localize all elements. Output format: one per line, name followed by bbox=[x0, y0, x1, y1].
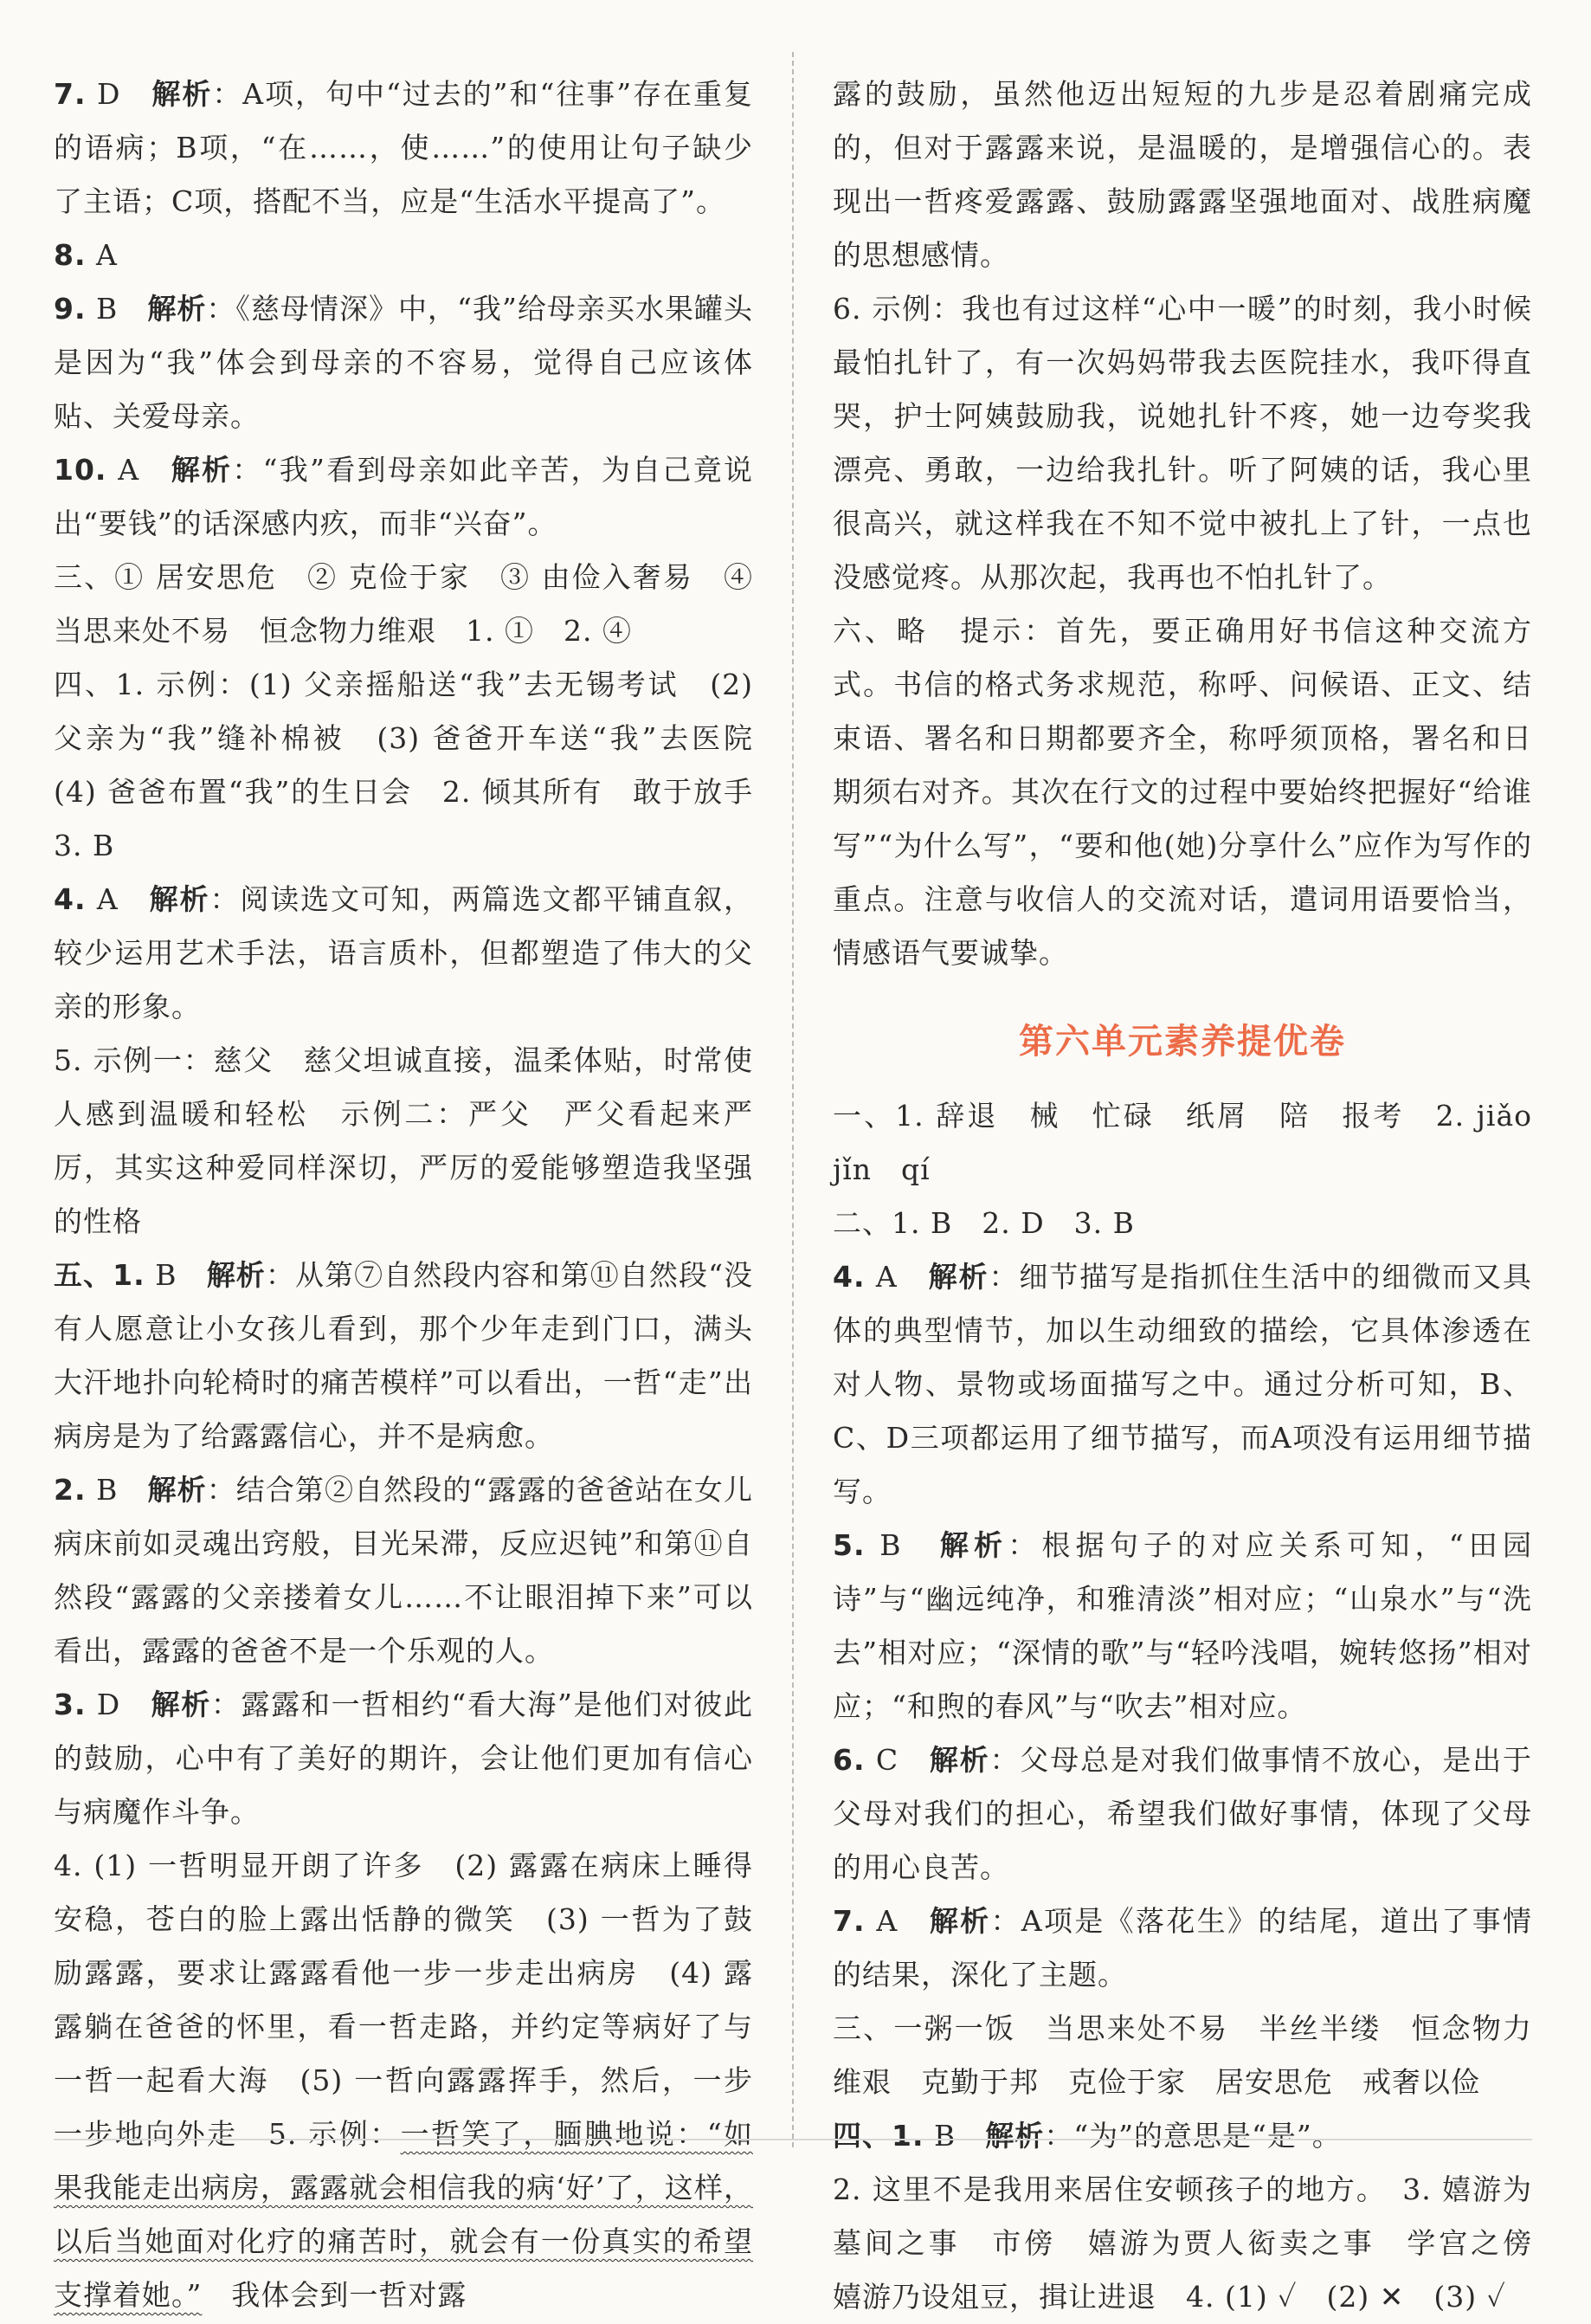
column-divider bbox=[792, 52, 794, 2147]
section-6-answer: 六、略 提示：首先，要正确用好书信这种交流方式。书信的格式务求规范，称呼、问候语、正文、结束语、署名和日期都要齐全，称呼须顶格，署名和日期须右对齐。其次在行文的过程中要始终把握好“给谁写”“为什么写”，“要和他(她)分享什么”应作为写作的重点。注意与收信人的交流对话，遣词用语要恰当，情感语气要诚挚。 bbox=[833, 614, 1532, 970]
section-3-answers: 三、① 居安思危 ② 克俭于家 ③ 由俭入奢易 ④ 当思来处不易 恒念物力维艰 1. ① 2. ④ bbox=[54, 560, 753, 648]
section-5-q4-5: 4. (1) 一哲明显开朗了许多 (2) 露露在病床上睡得安稳，苍白的脸上露出恬静的微笑 (3) 一哲为了鼓励露露，要求让露露看他一步一步走出病房 (4) 露露躺在爸爸的怀里，看一哲走路，并约定等病好了与一哲一起看大海 (5) 一哲向露露挥手，然后，一步一步地向外走 5. 示例：一哲笑了，腼腆地说：“如果我能走出病房，露露就会相信我的病‘好’了，这样，以后当她面对化疗的痛苦时，就会有一份真实的希望支撑着她。” 我体会到一哲对露 bbox=[54, 1849, 754, 2312]
section-5-q2: 2. B 解析：结合第②自然段的“露露的爸爸站在女儿病床前如灵魂出窍般，目光呆滞，反应迟钝”和第⑪自然段“露露的父亲搂着女儿……不让眼泪掉下来”可以看出，露露的爸爸不是一个乐观的人。 bbox=[54, 1473, 754, 1668]
answer-q7: 7. D 解析：A项，句中“过去的”和“往事”存在重复的语病；B项，“在……，使……”的使用让句子缺少了主语；C项，搭配不当，应是“生活水平提高了”。 bbox=[54, 77, 753, 218]
unit6-q7: 7. A 解析：A项是《落花生》的结尾，道出了事情的结果，深化了主题。 bbox=[833, 1904, 1532, 1992]
section-5-q1: 五、1. B 解析：从第⑦自然段内容和第⑪自然段“没有人愿意让小女孩儿看到，那个少年走到门口，满头大汗地扑向轮椅时的痛苦模样”可以看出，一哲“走”出病房是为了给露露信心，并不是病愈。 bbox=[54, 1258, 754, 1453]
section-5-q3: 3. D 解析：露露和一哲相约“看大海”是他们对彼此的鼓励，心中有了美好的期许，会让他们更加有信心与病魔作斗争。 bbox=[54, 1688, 753, 1829]
answer-q9: 9. B 解析：《慈母情深》中，“我”给母亲买水果罐头是因为“我”体会到母亲的不容易，觉得自己应该体贴、关爱母亲。 bbox=[54, 292, 753, 433]
answer-q10: 10. A 解析：“我”看到母亲如此辛苦，为自己竟说出“要钱”的话深感内疚，而非“兴奋”。 bbox=[54, 453, 754, 540]
unit6-q5: 5. B 解析：根据句子的对应关系可知，“田园诗”与“幽远纯净，和雅清淡”相对应；“山泉水”与“洗去”相对应；“深情的歌”与“轻吟浅唱，婉转悠扬”相对应；“和煦的春风”与“吹去”相对应。 bbox=[833, 1528, 1532, 1723]
unit-6-heading: 第六单元素养提优卷 bbox=[1019, 1021, 1346, 1062]
unit6-q4: 4. A 解析：细节描写是指抓住生活中的细微而又具体的典型情节，加以生动细致的描绘，它具体渗透在对人物、景物或场面描写之中。通过分析可知，B、C、D三项都运用了细节描写，而A项没有运用细节描写。 bbox=[833, 1260, 1533, 1508]
unit6-section-3: 三、一粥一饭 当思来处不易 半丝半缕 恒念物力维艰 克勤于邦 克俭于家 居安思危 戒奢以俭 bbox=[833, 2011, 1532, 2099]
section-5-q5-continued: 露的鼓励，虽然他迈出短短的九步是忍着剧痛完成的，但对于露露来说，是温暖的，是增强信心的。表现出一哲疼爱露露、鼓励露露坚强地面对、战胜病魔的思想感情。 bbox=[833, 77, 1532, 272]
section-4-q5: 5. 示例一：慈父 慈父坦诚直接，温柔体贴，时常使人感到温暖和轻松 示例二：严父 严父看起来严厉，其实这种爱同样深切，严厉的爱能够塑造我坚强的性格 bbox=[54, 1043, 753, 1238]
section-4-q1-3: 四、1. 示例：(1) 父亲摇船送“我”去无锡考试 (2) 父亲为“我”缝补棉被 (3) 爸爸开车送“我”去医院 (4) 爸爸布置“我”的生日会 2. 倾其所有 敢于放手 3. B bbox=[54, 668, 783, 862]
unit6-section-1: 一、1. 辞退 械 忙碌 纸屑 陪 报考 2. jiǎo jǐn qí bbox=[833, 1099, 1562, 1186]
section-5-q6: 6. 示例：我也有过这样“心中一暖”的时刻，我小时候最怕扎针了，有一次妈妈带我去医院挂水，我吓得直哭，护士阿姨鼓励我，说她扎针不疼，她一边夸奖我漂亮、勇敢，一边给我扎针。听了阿姨的话，我心里很高兴，就这样我在不知不觉中被扎上了针，一点也没感觉疼。从那次起，我再也不怕扎针了。 bbox=[833, 292, 1532, 594]
underlined-quote: 一哲笑了，腼腆地说：“如果我能走出病房，露露就会相信我的病‘好’了，这样，以后当她面对化疗的痛苦时，就会有一份真实的希望支撑着她。” bbox=[54, 2117, 754, 2312]
unit6-section-2: 二、1. B 2. D 3. B bbox=[833, 1206, 1135, 1240]
bottom-rule bbox=[54, 2139, 1532, 2140]
answer-q8: 8. A bbox=[54, 238, 118, 272]
section-4-q4: 4. A 解析：阅读选文可知，两篇选文都平铺直叙，较少运用艺术手法，语言质朴，但都塑造了伟大的父亲的形象。 bbox=[54, 882, 754, 1023]
right-column bbox=[833, 68, 1562, 2324]
unit6-section-4-q2-4: 2. 这里不是我用来居住安顿孩子的地方。 3. 嬉游为墓间之事 市傍 嬉游为贾人衒卖之事 学宫之傍 嬉游乃设俎豆，揖让进退 4. (1) ✓ (2) ✕ (3) ✓ bbox=[833, 2172, 1562, 2314]
unit6-q6: 6. C 解析：父母总是对我们做事情不放心，是出于父母对我们的担心，希望我们做好事情，体现了父母的用心良苦。 bbox=[833, 1743, 1533, 1884]
unit6-section-4-q1: 四、1. B 解析：“为”的意思是“是”。 bbox=[833, 2119, 1342, 2153]
left-column bbox=[54, 68, 783, 2322]
